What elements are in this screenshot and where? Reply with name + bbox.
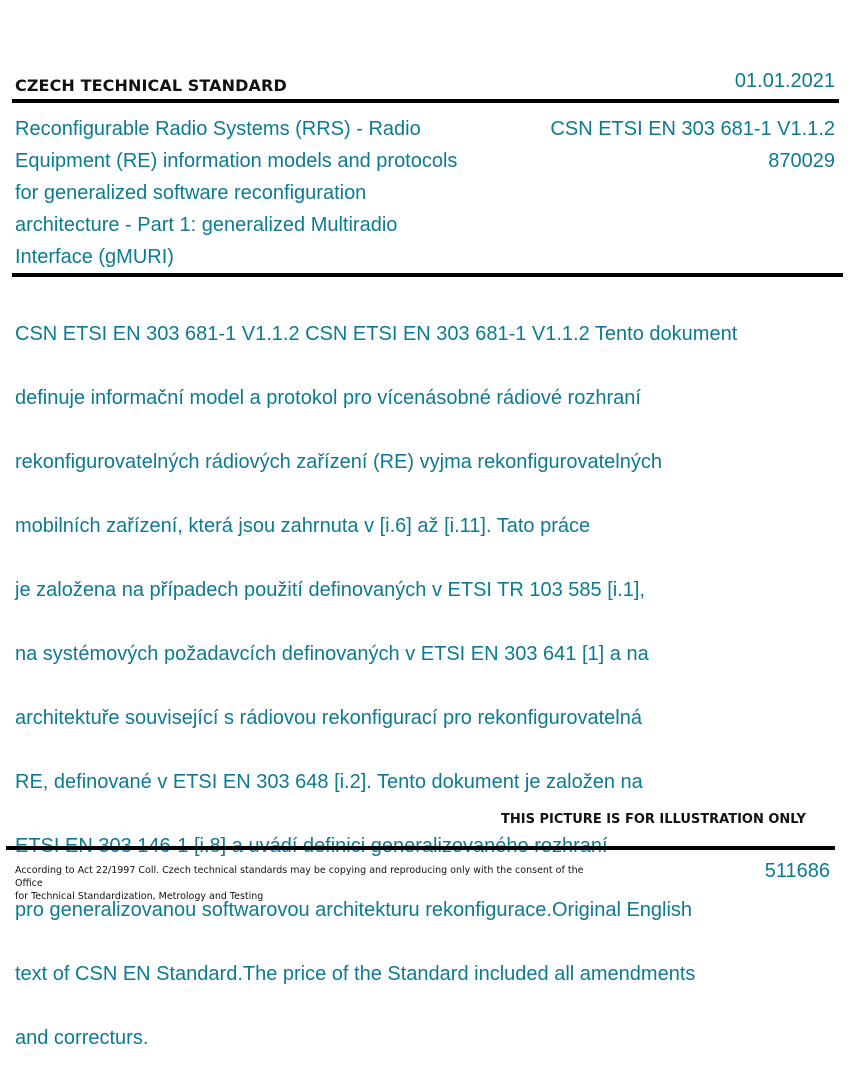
description-line: and correcturs.	[15, 1027, 149, 1049]
legal-line: According to Act 22/1997 Coll. Czech technical standards may be copying and reproducing only with the consent of the Office	[15, 865, 584, 889]
standard-designation: CSN ETSI EN 303 681-1 V1.1.2	[550, 118, 835, 140]
standard-title	[15, 113, 505, 273]
title-line: Interface (gMURI)	[15, 246, 174, 268]
title-line: architecture - Part 1: generalized Multiradio	[15, 214, 398, 236]
header-divider	[12, 99, 839, 103]
legal-line: for Technical Standardization, Metrology and Testing	[15, 891, 264, 902]
title-divider	[12, 273, 843, 277]
catalog-number: 870029	[768, 150, 835, 172]
title-line: Reconfigurable Radio Systems (RRS) - Radio	[15, 118, 421, 140]
description-line: pro generalizovanou softwarovou architekturu rekonfigurace.Original English	[15, 899, 693, 921]
description-line: rekonfigurovatelných rádiových zařízení (RE) vyjma rekonfigurovatelných	[15, 451, 662, 473]
effective-date: 01.01.2021	[734, 70, 835, 92]
description-line: na systémových požadavcích definovaných v ETSI EN 303 641 [1] a na	[15, 643, 649, 665]
description-line: je založena na případech použití definovaných v ETSI TR 103 585 [i.1],	[15, 579, 646, 601]
title-line: for generalized software reconfiguration	[15, 182, 367, 204]
description-line: CSN ETSI EN 303 681-1 V1.1.2 CSN ETSI EN 303 681-1 V1.1.2 Tento dokument	[15, 323, 738, 345]
description-line: RE, definované v ETSI EN 303 648 [i.2]. Tento dokument je založen na	[15, 771, 643, 793]
legal-notice	[15, 864, 595, 903]
description-line: definuje informační model a protokol pro vícenásobné rádiové rozhraní	[15, 387, 641, 409]
description-line: mobilních zařízení, která jsou zahrnuta v [i.6] až [i.11]. Tato práce	[15, 515, 591, 537]
standard-type-label: CZECH TECHNICAL STANDARD	[15, 76, 287, 95]
standard-codes	[550, 113, 835, 177]
description-line: text of CSN EN Standard.The price of the Standard included all amendments	[15, 963, 696, 985]
illustration-note: THIS PICTURE IS FOR ILLUSTRATION ONLY	[501, 812, 806, 827]
description-line: architektuře související s rádiovou rekonfigurací pro rekonfigurovatelná	[15, 707, 642, 729]
title-line: Equipment (RE) information models and protocols	[15, 150, 458, 172]
standard-description	[15, 286, 815, 1086]
document-number: 511686	[764, 860, 830, 882]
footer-divider	[6, 846, 835, 850]
